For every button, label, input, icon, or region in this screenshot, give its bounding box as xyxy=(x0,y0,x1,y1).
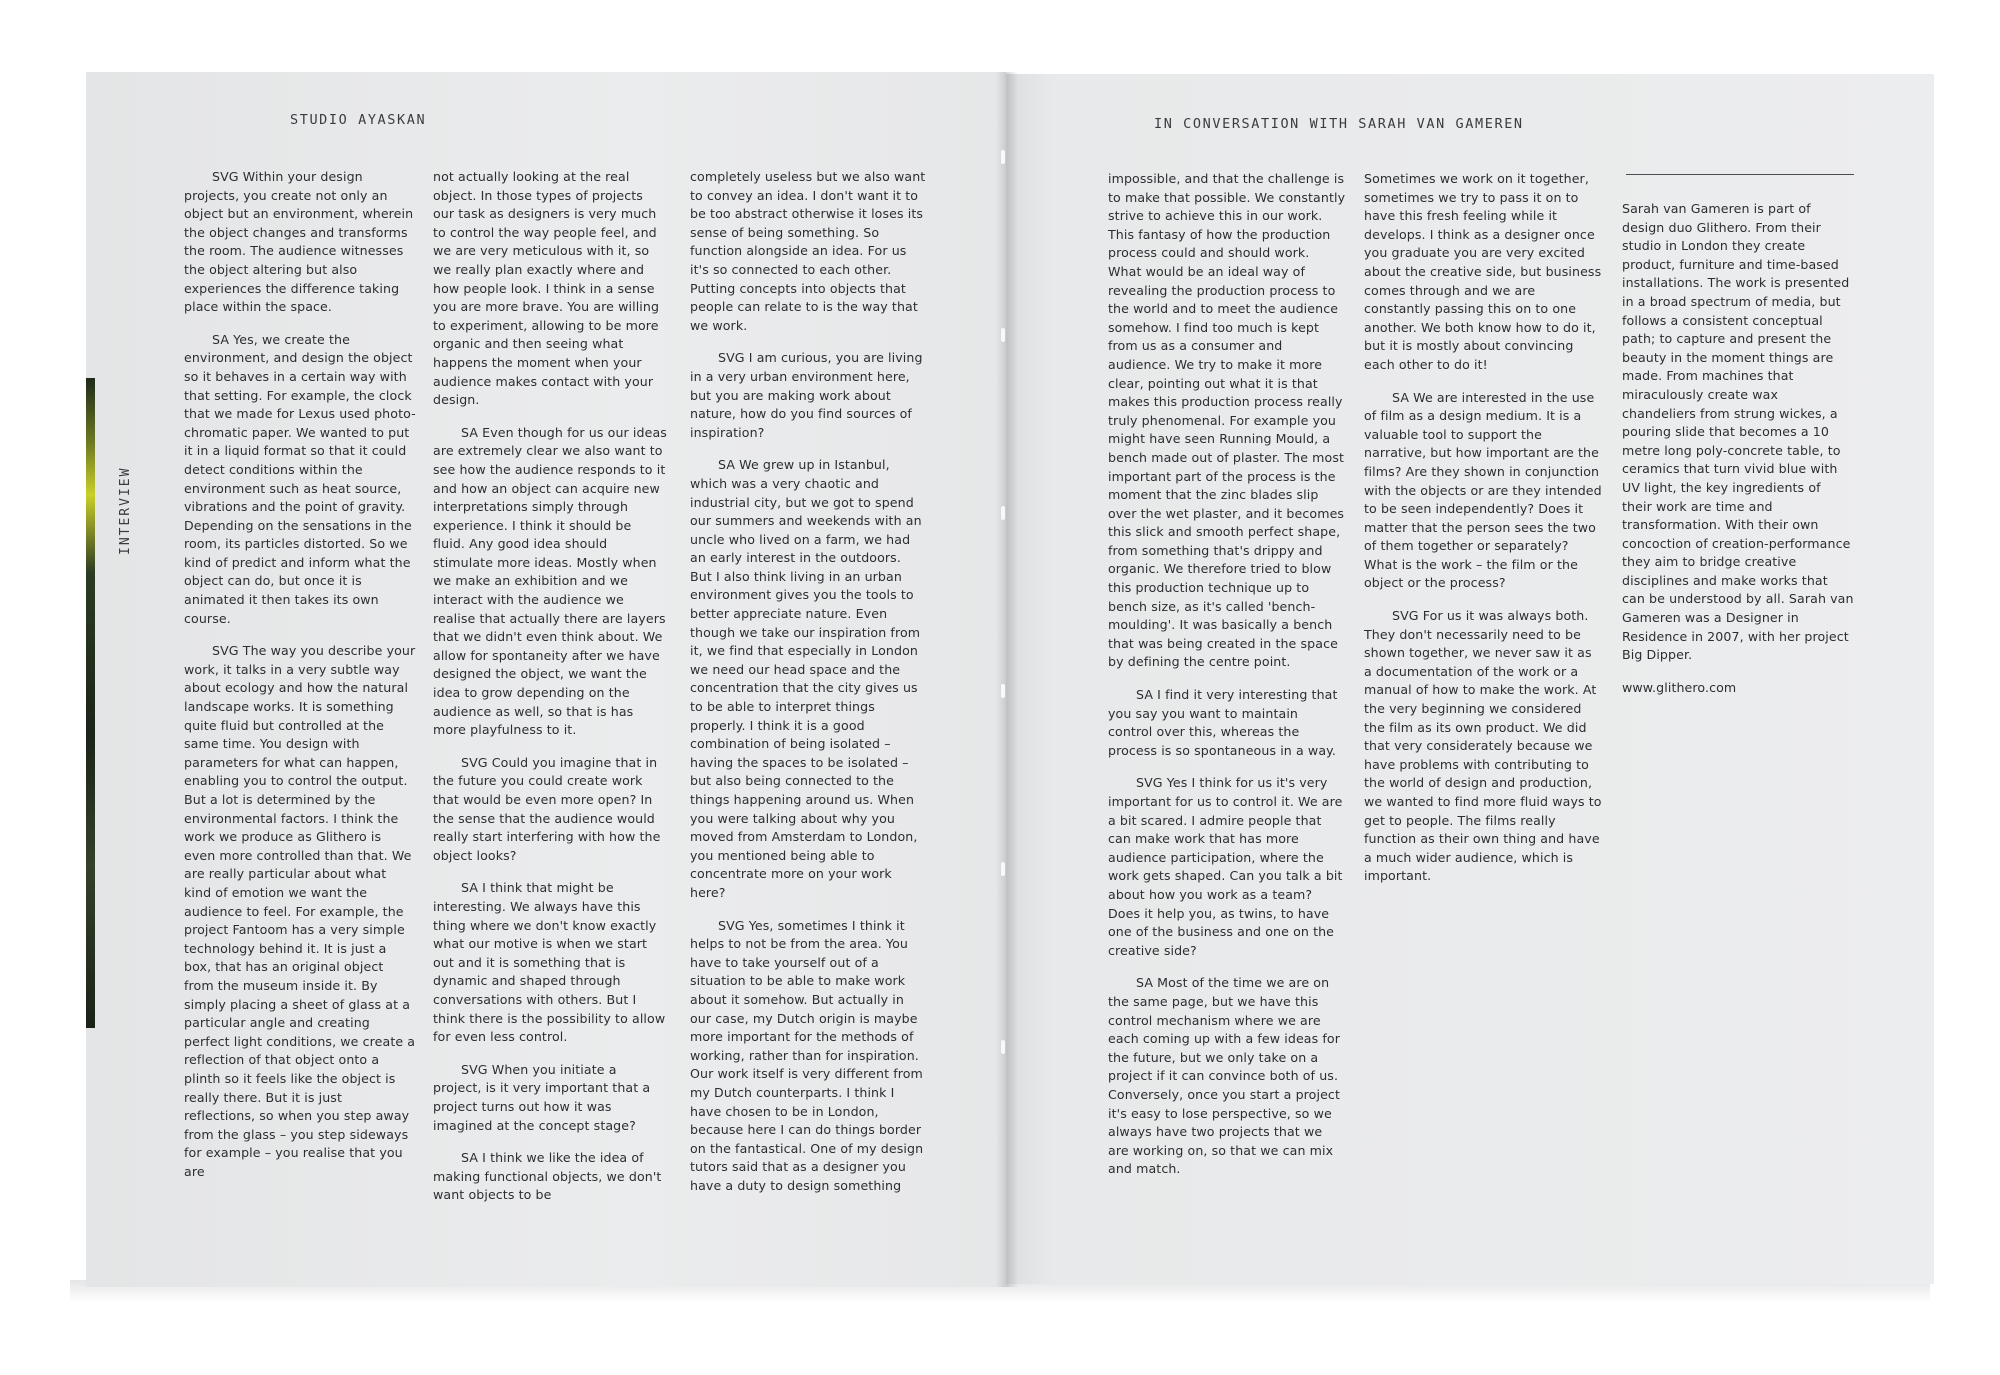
binding-stitch xyxy=(1001,1040,1005,1054)
text-column-5 xyxy=(1364,170,1602,900)
paragraph: SVG Could you imagine that in the future you could create work that would be even more open? In the sense that the audience would really start interfering with how the object looks? xyxy=(433,754,661,863)
text-column-1 xyxy=(184,168,416,1195)
paragraph: not actually looking at the real object. In those types of projects our task as designers is very much to control the way people feel, and we are very meticulous with it, so we really plan exactly where and how people look. I think in a sense you are more brave. You are willing to experiment, allowing to be more organic and then seeing what happens the moment when your audience makes contact with your design. xyxy=(433,169,660,408)
paragraph: completely useless but we also want to convey an idea. I don't want it to be too abstract otherwise it loses its sense of being something. So function alongside an idea. For us it's so connected to each other. Putting concepts into objects that people can relate to is the way that we work. xyxy=(690,169,926,333)
paragraph: SA Most of the time we are on the same page, but we have this control mechanism where we are each coming up with a few ideas for the future, but we only take on a project if it can convince both of us. Conversely, once you start a project it's easy to lose perspective, so we always have two projects that we are working on, so that we can mix and match. xyxy=(1108,975,1340,1177)
website-link[interactable]: www.glithero.com xyxy=(1622,679,1737,695)
paragraph: SA Even though for us our ideas are extremely clear we also want to see how the audience responds to it and how an object can acquire new interpretations simply through experience. I think it should be fluid. Any good idea should stimulate more ideas. Mostly when we make an exhibition and we interact with the audience we realise that actually there are layers that we didn't even think about. We allow for spontaneity after we have designed the object, we want the idea to grow depending on the audience as well, so that is has more playfulness to it. xyxy=(433,424,667,738)
paragraph: SA I think that might be interesting. We always have this thing where we don't know exactly what our motive is when we start out and it is something that is dynamic and shaped through conversations with others. But I think there is the possibility to allow for even less control. xyxy=(433,880,666,1045)
paragraph: impossible, and that the challenge is to make that possible. We constantly strive to achieve this in our work. This fantasy of how the production process could and should work. What would be an ideal way of revealing the production process to the world and to meet the audience somehow. I find too much is kept from us as a consumer and audience. We try to make it more clear, pointing out what it is that makes this production process really truly phenomenal. For example you might have seen Running Mould, a bench made out of plaster. The most important part of the process is the moment that the zinc blades slip over the wet plaster, and it becomes this slick and smooth perfect shape, from something that's drippy and organic. We therefore tried to blow this production technique up to bench size, as it's called 'bench-moulding'. It was basically a bench that was being created in the space by defining the centre point. xyxy=(1108,171,1346,670)
text-column-4 xyxy=(1108,170,1346,1193)
binding-stitch xyxy=(1001,506,1005,520)
binding-stitch xyxy=(1001,862,1005,876)
paragraph: SA I think we like the idea of making functional objects, we don't want objects to be xyxy=(433,1150,662,1203)
paragraph: SA I find it very interesting that you say you want to maintain control over this, whereas the process is so spontaneous in a way. xyxy=(1108,687,1338,758)
paragraph: SVG The way you describe your work, it talks in a very subtle way about ecology and how the natural landscape works. It is something quite fluid but controlled at the same time. You design with parameters for what can happen, enabling you to control the output. But a lot is determined by the environmental factors. I think the work we produce as Glithero is even more controlled than that. We are really particular about what kind of emotion we want the audience to feel. For example, the project Fantoom has a very simple technology behind it. It is just a box, that has an original object from the museum inside it. By simply placing a sheet of glass at a particular angle and creating perfect light conditions, we create a reflection of that object onto a plinth so it feels like the object is really there. But it is just reflections, so when you step away from the glass – you step sideways for example – you realise that you are xyxy=(184,643,416,1179)
text-column-2 xyxy=(433,168,667,1219)
paragraph: SVG Yes I think for us it's very important for us to control it. We are a bit scared. I admire people that can make work that has more audience participation, where the work gets shaped. Can you talk a bit about how you work as a team? Does it help you, as twins, to have one of the business and one on the creative side? xyxy=(1108,775,1343,958)
paragraph: SVG Within your design projects, you create not only an object but an environment, wherein the object changes and transforms the room. The audience witnesses the object altering but also experiences the difference taking place within the space. xyxy=(184,169,414,315)
paragraph: SVG For us it was always both. They don't necessarily need to be shown together, we never saw it as a documentation of the work or a manual of how to make the work. At the very beginning we considered the film as its own product. We did that very considerately because we have problems with contributing to the world of design and production, we wanted to find more fluid ways to get to people. The films really function as their own thing and have a much wider audience, which is important. xyxy=(1364,608,1602,884)
paragraph: Sometimes we work on it together, sometimes we try to pass it on to have this fresh feeling while it develops. I think as a designer once you graduate you are very excited about the creative side, but business comes through and we are constantly passing this on to one another. We both know how to do it, but it is mostly about convincing each other to do it! xyxy=(1364,171,1602,372)
paragraph: SVG I am curious, you are living in a very urban environment here, but you are making work about nature, how do you find sources of inspiration? xyxy=(690,350,923,440)
bio-rule xyxy=(1626,174,1854,175)
bio-text: Sarah van Gameren is part of design duo Glithero. From their studio in London they create product, furniture and time-based installations. The work is presented in a broad spectrum of media, but follows a consistent conceptual path; to capture and present the beauty in the moment things are made. From machines that miraculously create wax chandeliers from strung wickes, a pouring slide that becomes a 10 metre long poly-concrete table, to ceramics that turn vivid blue with UV light, the key ingredients of their work are time and transformation. With their own concoction of creation-performance they aim to bridge creative disciplines and make works that can be understood by all. Sarah van Gameren was a Designer in Residence in 2007, with her project Big Dipper. xyxy=(1622,201,1854,663)
bio-column xyxy=(1622,200,1854,711)
section-label: INTERVIEW xyxy=(118,466,133,555)
paragraph: SA We are interested in the use of film as a design medium. It is a valuable tool to support the narrative, but how important are the films? Are they shown in conjunction with the objects or are they intended to be seen independently? Does it matter that the person sees the two of them together or separately? What is the work – the film or the object or the process? xyxy=(1364,389,1602,591)
binding-stitch xyxy=(1001,328,1005,342)
binding-stitch xyxy=(1001,150,1005,164)
paragraph: SVG When you initiate a project, is it very important that a project turns out how it was imagined at the concept stage? xyxy=(433,1061,651,1133)
text-column-3 xyxy=(690,168,926,1209)
paragraph: SVG Yes, sometimes I think it helps to not be from the area. You have to take yourself out of a situation to be able to make work about it somehow. But actually in our case, my Dutch origin is maybe more important for the methods of working, rather than for inspiration. Our work itself is very different from my Dutch counterparts. I think I have chosen to be in London, because here I can do things border on the fantastical. One of my design tutors said that as a designer you have a duty to design something xyxy=(690,917,924,1193)
paragraph: SA We grew up in Istanbul, which was a very chaotic and industrial city, but we got to spend our summers and weekends with an uncle who lived on a farm, we had an early interest in the outdoors. But I also think living in an urban environment gives you the tools to better appreciate nature. Even though we take our inspiration from it, we find that especially in London we need our head space and the concentration that the city gives us to be able to interpret things properly. I think it is a good combination of being isolated – having the spaces to be isolated – but also being connected to the things happening around us. When you were talking about why you moved from Amsterdam to London, you mentioned being able to concentrate more on your work here? xyxy=(690,457,922,900)
book-gutter xyxy=(996,72,1018,1287)
photo-edge xyxy=(86,378,95,1028)
paragraph: SA Yes, we create the environment, and design the object so it behaves in a certain way with that setting. For example, the clock that we made for Lexus used photo-chromatic paper. We wanted to put it in a liquid format so that it could detect conditions within the environment such as heat source, vibrations and the point of gravity. Depending on the sensations in the room, its particles distorted. So we kind of predict and inform what the object can do, but once it is animated it then takes its own course. xyxy=(184,331,416,626)
running-head-left: STUDIO AYASKAN xyxy=(290,112,427,128)
running-head-right: IN CONVERSATION WITH SARAH VAN GAMEREN xyxy=(1154,116,1524,132)
binding-stitch xyxy=(1001,684,1005,698)
